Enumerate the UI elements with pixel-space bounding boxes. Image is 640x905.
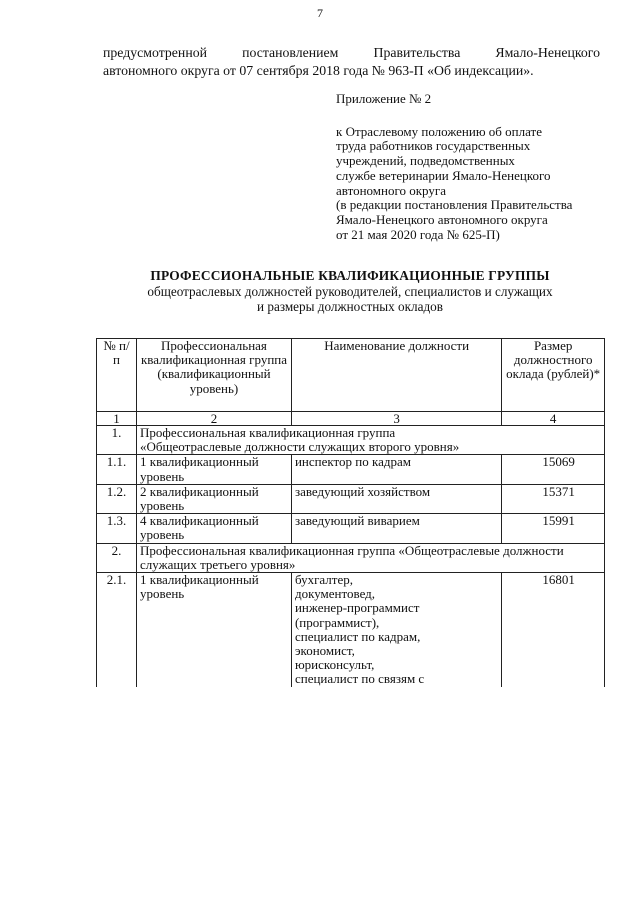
header-number: № п/п	[97, 339, 137, 412]
row-salary: 15991	[502, 514, 605, 543]
table-row	[97, 484, 605, 513]
index-cell: 2	[137, 412, 292, 426]
row-position: заведующий хозяйством	[291, 484, 501, 513]
row-salary: 15069	[502, 455, 605, 484]
appendix-block	[336, 92, 606, 242]
position-item: экономист,	[294, 643, 355, 659]
section-title-line: Профессиональная квалификационная группа	[140, 425, 396, 440]
header-salary: Размер должностного оклада (рублей)*	[502, 339, 605, 412]
intro-word: Ямало-Ненецкого	[495, 45, 600, 60]
header-group: Профессиональная квалификационная группа (квалификационный уровень)	[137, 339, 292, 412]
appendix-line: автономного округа	[336, 182, 446, 198]
row-level: 2 квалификационный уровень	[137, 484, 292, 513]
appendix-line: Ямало-Ненецкого автономного округа	[336, 211, 548, 227]
intro-line-1	[103, 44, 600, 62]
section-number: 1.	[97, 426, 137, 455]
row-position: заведующий виварием	[291, 514, 501, 543]
index-cell: 3	[291, 412, 501, 426]
intro-paragraph	[103, 44, 600, 80]
row-positions	[291, 573, 501, 687]
table-index-row	[97, 412, 605, 426]
appendix-line: учреждений, подведомственных	[336, 153, 515, 169]
appendix-line: труда работников государственных	[336, 138, 531, 154]
table-row	[97, 573, 605, 687]
section-number: 2.	[97, 543, 137, 572]
heading-title: ПРОФЕССИОНАЛЬНЫЕ КВАЛИФИКАЦИОННЫЕ ГРУППЫ	[150, 268, 550, 283]
row-level: 1 квалификационный уровень	[137, 573, 292, 687]
appendix-line: от 21 мая 2020 года № 625-П)	[336, 226, 500, 242]
intro-word: постановлением	[242, 45, 339, 60]
row-salary: 15371	[502, 484, 605, 513]
index-cell: 1	[97, 412, 137, 426]
section-title: Профессиональная квалификационная группа «Общеотраслевые должности служащих третьего уровня»	[137, 543, 605, 572]
row-number: 1.3.	[97, 514, 137, 543]
appendix-line: службе ветеринарии Ямало-Ненецкого	[336, 167, 551, 183]
heading-subtitle: и размеры должностных окладов	[257, 299, 443, 314]
row-level: 4 квалификационный уровень	[137, 514, 292, 543]
position-item: бухгалтер,	[294, 572, 353, 588]
row-number: 1.2.	[97, 484, 137, 513]
table-section-row	[97, 543, 605, 572]
section-title-line: «Общеотраслевые должности служащих второго уровня»	[140, 439, 460, 455]
table-header-row	[97, 339, 605, 412]
table-row	[97, 455, 605, 484]
position-item: специалист по связям с	[294, 671, 425, 687]
salary-table	[96, 338, 605, 687]
position-item: (программист),	[294, 614, 380, 630]
row-number: 1.1.	[97, 455, 137, 484]
section-title	[137, 426, 605, 455]
position-item: инженер-программист	[294, 600, 420, 616]
intro-line-2: автономного округа от 07 сентября 2018 года № 963-П «Об индексации».	[103, 63, 534, 78]
appendix-title: Приложение № 2	[336, 91, 432, 106]
position-item: специалист по кадрам,	[294, 628, 421, 644]
position-item: юрисконсульт,	[294, 657, 375, 673]
row-number: 2.1.	[97, 573, 137, 687]
heading-subtitle: общеотраслевых должностей руководителей, специалистов и служащих	[147, 283, 553, 299]
intro-word: Правительства	[373, 45, 461, 60]
table-row	[97, 514, 605, 543]
row-position: инспектор по кадрам	[291, 455, 501, 484]
row-salary: 16801	[502, 573, 605, 687]
document-heading	[60, 268, 640, 315]
appendix-line: (в редакции постановления Правительства	[336, 197, 573, 213]
intro-word: предусмотренной	[103, 45, 207, 60]
page-number: 7	[317, 6, 323, 20]
appendix-line: к Отраслевому положению об оплате	[336, 123, 542, 139]
position-item: документовед,	[294, 586, 376, 602]
header-position: Наименование должности	[291, 339, 501, 412]
table-section-row	[97, 426, 605, 455]
index-cell: 4	[502, 412, 605, 426]
row-level: 1 квалификационный уровень	[137, 455, 292, 484]
